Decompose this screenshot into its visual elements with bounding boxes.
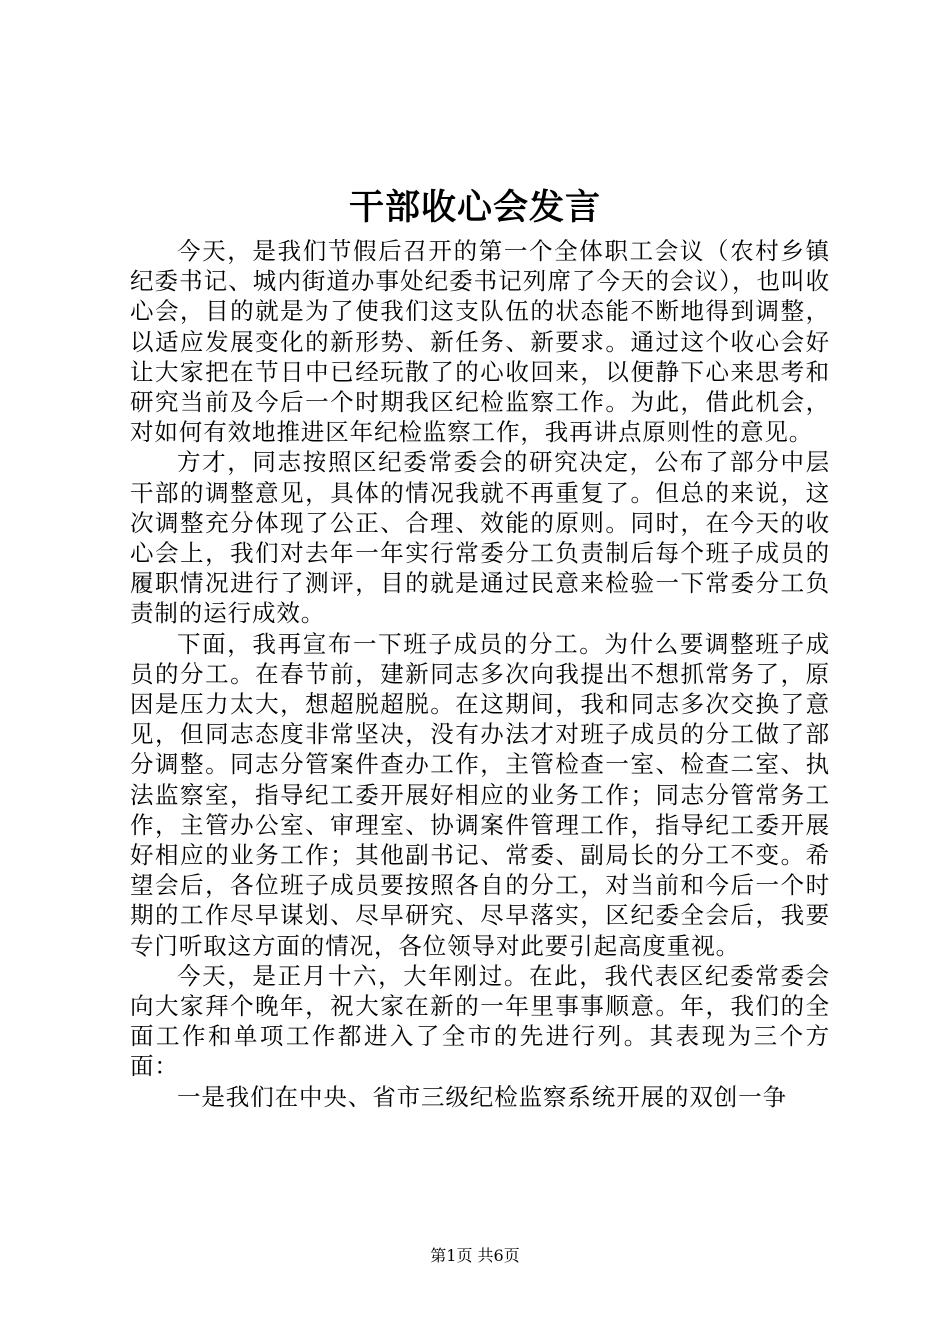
paragraph: 今天，是正月十六，大年刚过。在此，我代表区纪委常委会向大家拜个晚年，祝大家在新的一年里事事顺意。年，我们的全面工作和单项工作都进入了全市的先进行列。其表现为三个方面： — [130, 961, 830, 1081]
paragraph: 下面，我再宣布一下班子成员的分工。为什么要调整班子成员的分工。在春节前，建新同志多次向我提出不想抓常务了，原因是压力太大，想超脱超脱。在这期间，我和同志多次交换了意见，但同志态度非常坚决，没有办法才对班子成员的分工做了部分调整。同志分管案件查办工作，主管检查一室、检查二室、执法监察室，指导纪工委开展好相应的业务工作；同志分管常务工作，主管办公室、审理室、协调案件管理工作，指导纪工委开展好相应的业务工作；其他副书记、常委、副局长的分工不变。希望会后，各位班子成员要按照各自的分工，对当前和今后一个时期的工作尽早谋划、尽早研究、尽早落实，区纪委全会后，我要专门听取这方面的情况，各位领导对此要引起高度重视。 — [130, 629, 830, 960]
document-body — [130, 236, 830, 1112]
paragraph: 方才，同志按照区纪委常委会的研究决定，公布了部分中层干部的调整意见，具体的情况我就不再重复了。但总的来说，这次调整充分体现了公正、合理、效能的原则。同时，在今天的收心会上，我们对去年一年实行常委分工负责制后每个班子成员的履职情况进行了测评，目的就是通过民意来检验一下常委分工负责制的运行成效。 — [130, 448, 830, 628]
page-footer: 第1页 共6页 — [430, 1246, 520, 1265]
paragraph: 一是我们在中央、省市三级纪检监察系统开展的双创一争 — [177, 1082, 787, 1111]
paragraph: 今天，是我们节假后召开的第一个全体职工会议（农村乡镇纪委书记、城内街道办事处纪委书记列席了今天的会议），也叫收心会，目的就是为了使我们这支队伍的状态能不断地得到调整，以适应发展变化的新形势、新任务、新要求。通过这个收心会好让大家把在节日中已经玩散了的心收回来，以便静下心来思考和研究当前及今后一个时期我区纪检监察工作。为此，借此机会，对如何有效地推进区年纪检监察工作，我再讲点原则性的意见。 — [130, 237, 830, 447]
document-title: 干部收心会发言 — [348, 187, 601, 228]
